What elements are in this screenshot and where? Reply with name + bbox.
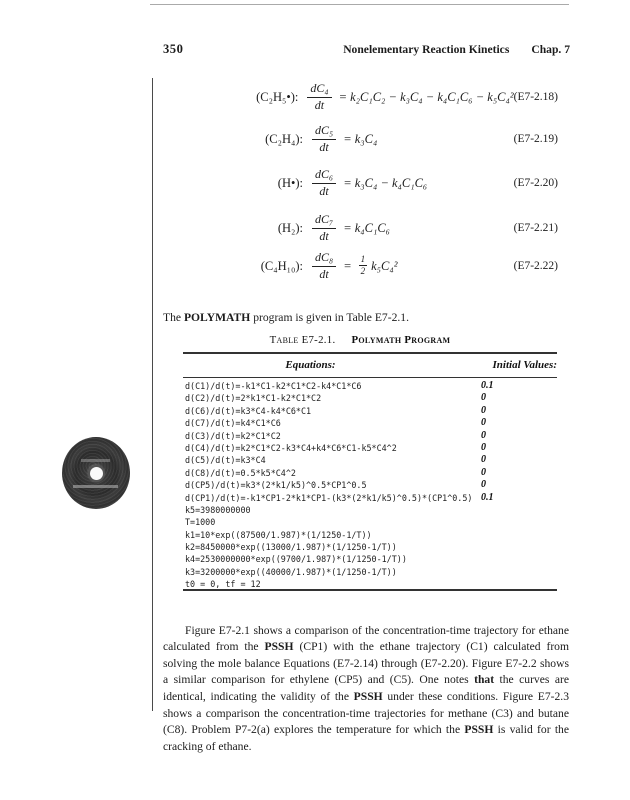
paragraph-segment: (CP1) with the ethane trajectory (C1) calculated from solving the mole balance Equations (E7-2.14) through (E7-2.20). Figure E7-2.2 shows a similar comparison for ethylene (CP5) and (C5). One notes	[163, 640, 570, 687]
cd-rom-icon	[62, 437, 130, 509]
equals-sign: =	[343, 258, 352, 273]
code-text: d(CP1)/d(t)=-k1*CP1-2*k1*CP1-(k3*(2*k1/k5)^0.5)*(CP1^0.5)	[185, 492, 473, 503]
table-bottom-rule	[183, 589, 557, 591]
polymath-code-line	[185, 530, 557, 542]
table-caption-title: Polymath Program	[351, 334, 451, 346]
species-label: (C₂H₄):	[265, 131, 303, 146]
fraction-denominator: dt	[319, 266, 329, 281]
species-label: (C₄H₁₀):	[260, 258, 303, 273]
initial-value: 0	[481, 441, 486, 453]
polymath-code-line	[185, 542, 557, 554]
code-text: k5=3980000000	[185, 504, 251, 515]
equation-number: (E7-2.22)	[513, 260, 558, 272]
polymath-code-line	[185, 480, 557, 492]
fraction-numerator: 1	[360, 254, 366, 265]
polymath-code-line	[185, 406, 557, 418]
equation-row	[245, 80, 558, 114]
equation-row	[245, 166, 558, 200]
paragraph-segment: Figure E7-2.1 shows a comparison of the concentration-time trajectory for ethane calculated from the	[163, 623, 569, 654]
initial-value: 0	[481, 479, 486, 491]
polymath-code-line	[185, 455, 557, 467]
derivative-fraction	[312, 168, 336, 199]
code-text: d(C6)/d(t)=k3*C4-k4*C6*C1	[185, 405, 312, 416]
equation-rhs: = k₃C₄ − k₄C₁C₆	[343, 175, 428, 190]
closing-paragraph	[163, 623, 569, 756]
polymath-code-line	[185, 418, 557, 430]
equation-rhs: k₅C₄²	[371, 258, 398, 273]
code-text: k4=2530000000*exp((9700/1.987)*(1/1250-1/T))	[185, 554, 407, 565]
paragraph-segment: under these conditions. Figure E7-2.3 shows a comparison the concentration-time trajectories for methane (C3) and butane (C8). Problem P7-2(a) explores the temperature for which the	[163, 689, 569, 737]
species-label: (H₂):	[277, 220, 303, 235]
derivative-fraction	[307, 82, 331, 113]
initial-value: 0	[481, 454, 486, 466]
initial-value: 0.1	[481, 491, 494, 503]
initial-values-column-header: Initial Values:	[492, 359, 557, 371]
equation-number: (E7-2.19)	[513, 133, 558, 145]
equation-row	[245, 249, 558, 283]
polymath-code-line	[185, 381, 557, 393]
polymath-code-line	[185, 517, 557, 529]
polymath-code-line	[185, 493, 557, 505]
code-text: T=1000	[185, 517, 216, 528]
fraction-denominator: dt	[314, 97, 325, 112]
code-text: d(CP5)/d(t)=k3*(2*k1/k5)^0.5*CP1^0.5	[185, 480, 367, 491]
table-caption-label: Table E7-2.1.	[269, 334, 336, 346]
chapter-label: Chap. 7	[531, 43, 570, 56]
one-half-fraction	[359, 255, 368, 277]
code-text: d(C5)/d(t)=k3*C4	[185, 455, 266, 466]
fraction-denominator: 2	[360, 266, 366, 276]
initial-value: 0	[481, 392, 486, 404]
code-text: k2=8450000*exp((13000/1.987)*(1/1250-1/T))	[185, 542, 397, 553]
paragraph-segment: POLYMATH	[183, 310, 251, 324]
code-text: d(C4)/d(t)=k2*C1*C2-k3*C4+k4*C6*C1-k5*C4^2	[185, 442, 397, 453]
derivative-fraction	[312, 124, 336, 155]
fraction-numerator: dC₆	[312, 168, 336, 184]
derivative-fraction	[312, 251, 336, 282]
running-head-title: Nonelementary Reaction Kinetics	[343, 43, 510, 56]
initial-value: 0	[481, 417, 486, 429]
table-top-rule	[183, 352, 557, 354]
polymath-code-line	[185, 431, 557, 443]
code-text: k3=3200000*exp((40000/1.987)*(1/1250-1/T))	[185, 566, 397, 577]
fraction-numerator: dC₇	[312, 213, 336, 229]
code-text: d(C1)/d(t)=-k1*C1-k2*C1*C2-k4*C1*C6	[185, 381, 362, 391]
equation-number: (E7-2.18)	[513, 91, 558, 103]
species-label: (H•):	[277, 175, 303, 190]
equation-row	[245, 211, 558, 245]
code-text: d(C2)/d(t)=2*k1*C1-k2*C1*C2	[185, 393, 322, 404]
left-margin-rule	[152, 78, 153, 711]
polymath-code-line	[185, 505, 557, 517]
initial-value: 0	[481, 404, 486, 416]
page-header	[163, 42, 570, 57]
fraction-numerator: dC₈	[312, 251, 336, 267]
initial-value: 0.1	[481, 380, 494, 391]
initial-value: 0	[481, 466, 486, 478]
table-header-rule	[183, 377, 557, 378]
equation-rhs: = k₄C₁C₆	[343, 220, 391, 235]
code-text: k1=10*exp((87500/1.987)*(1/1250-1/T))	[185, 529, 372, 540]
fraction-numerator: dC₄	[307, 82, 331, 98]
code-text: d(C8)/d(t)=0.5*k5*C4^2	[185, 467, 296, 478]
paragraph-segment: the curves are identical, indicating the validity of the	[163, 673, 569, 703]
table-caption	[150, 334, 570, 346]
equation-row	[245, 122, 558, 156]
equation-number: (E7-2.20)	[513, 177, 558, 189]
polymath-code-line	[185, 554, 557, 566]
table-column-headers	[183, 359, 557, 371]
polymath-code-line	[185, 567, 557, 579]
polymath-code-line	[185, 443, 557, 455]
initial-value: 0	[481, 429, 486, 441]
code-text: d(C3)/d(t)=k2*C1*C2	[185, 430, 281, 441]
polymath-code-line	[185, 393, 557, 405]
equations-column-header: Equations:	[285, 359, 336, 371]
page-number: 350	[163, 42, 184, 56]
intro-paragraph	[163, 311, 573, 324]
paragraph-segment: PSSH	[264, 640, 294, 654]
fraction-numerator: dC₅	[312, 124, 336, 140]
equation-number: (E7-2.21)	[513, 222, 558, 234]
paragraph-segment: PSSH	[353, 689, 383, 703]
polymath-code-line	[185, 468, 557, 480]
top-rule-divider	[150, 4, 569, 5]
cd-label-band	[81, 459, 110, 462]
paragraph-segment: program is given in Table E7-2.1.	[250, 310, 409, 324]
code-text: t0 = 0, tf = 12	[185, 579, 261, 590]
species-label: (C₂H₅•):	[256, 89, 299, 104]
fraction-denominator: dt	[319, 183, 329, 198]
paragraph-segment: is valid for the cracking of ethane.	[163, 723, 569, 753]
fraction-denominator: dt	[319, 228, 329, 243]
paragraph-segment: that	[474, 673, 495, 687]
polymath-code-listing	[185, 381, 557, 592]
running-head	[343, 43, 570, 56]
paragraph-segment: The	[163, 310, 184, 324]
equation-rhs: = k₂C₁C₂ − k₃C₄ − k₄C₁C₆ − k₅C₄²	[338, 89, 514, 104]
fraction-denominator: dt	[319, 139, 329, 154]
derivative-fraction	[312, 213, 336, 244]
paragraph-segment: PSSH	[464, 723, 494, 737]
equation-rhs: = k₃C₄	[343, 131, 378, 146]
code-text: d(C7)/d(t)=k4*C1*C6	[185, 418, 281, 429]
